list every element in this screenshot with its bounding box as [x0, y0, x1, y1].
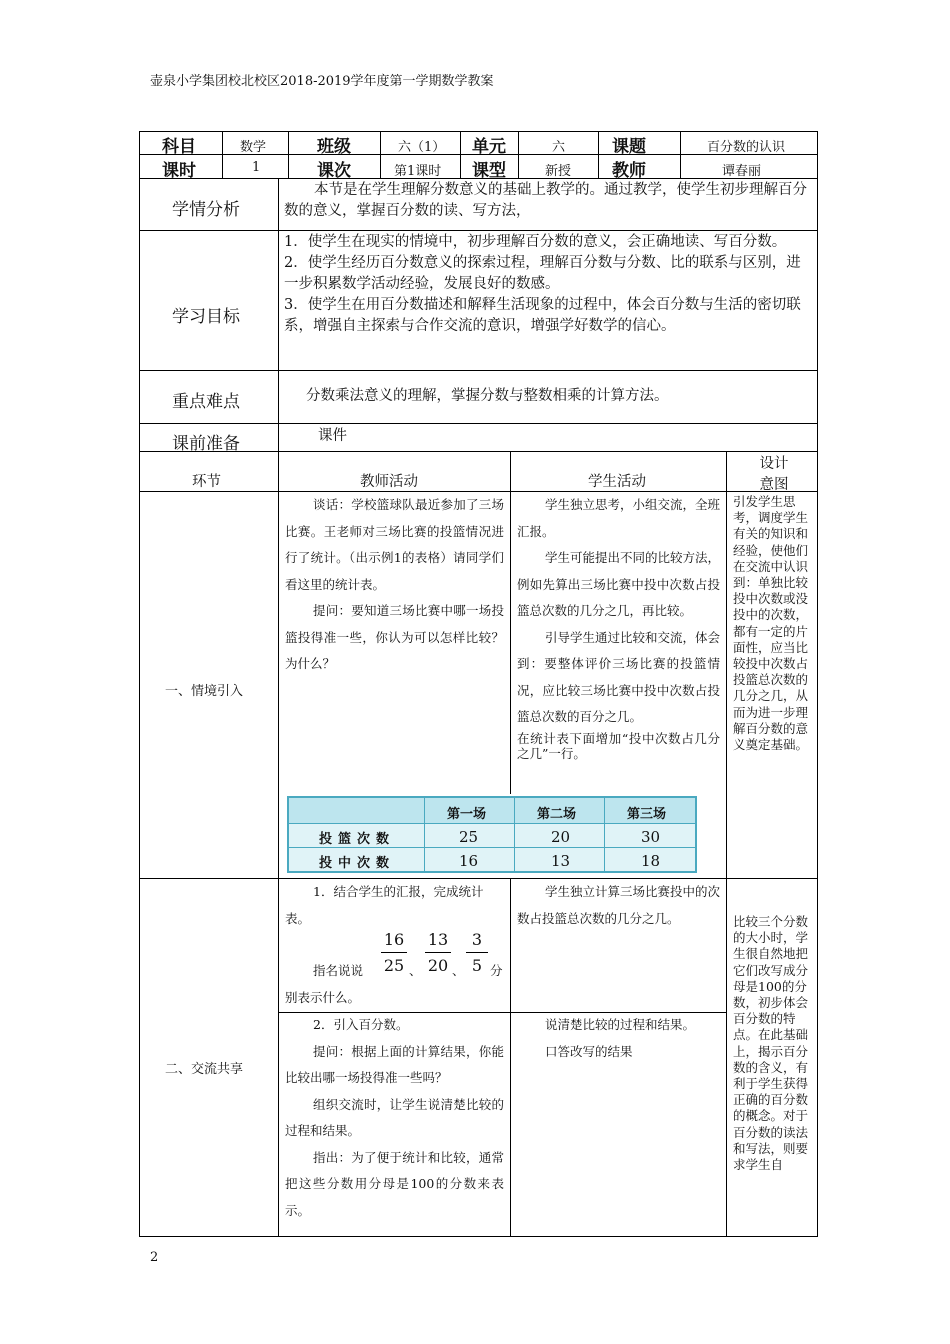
stats-cell: 25: [459, 828, 479, 846]
stage1-student: 学生独立思考，小组交流，全班汇报。 学生可能提出不同的比较方法，例如先算出三场比赛中投中次数占投篮总次数的几分之几，再比较。 引导学生通过比较和交流，体会到：要整体评价三场比赛的投篮情况，应比较三场比赛中投中次数占投篮总次数的百分之几。 在统计表下面增加“投中次数占几分之几”一行。: [517, 497, 721, 761]
col-student: 学生活动: [588, 474, 646, 490]
stage2-student1: 学生独立计算三场比赛投中的次数占投篮总次数的几分之几。: [517, 884, 721, 926]
stats-cell: 20: [551, 828, 571, 846]
goals-list: [284, 232, 812, 337]
topic-label: 课题: [612, 137, 646, 157]
stats-table: [287, 796, 697, 873]
stats-cell: 13: [551, 852, 571, 870]
key-text: 分数乘法意义的理解，掌握分数与整数相乘的计算方法。: [306, 388, 669, 404]
stats-header: 第三场: [627, 807, 667, 822]
stage2-name: 二、交流共享: [165, 1062, 244, 1077]
stats-header: 第一场: [447, 807, 487, 822]
stage2-student2: 说清楚比较的过程和结果。 口答改写的结果: [545, 1017, 696, 1059]
fraction-2: 13 20: [425, 930, 451, 975]
subject-value: 数学: [240, 140, 267, 155]
page-number: 2: [150, 1250, 159, 1265]
hours-value: 1: [252, 160, 261, 175]
topic-value: 百分数的认识: [707, 140, 786, 155]
goals-label: 学习目标: [172, 307, 240, 327]
teacher-value: 谭春丽: [722, 164, 762, 179]
stats-row-label: 投中次数: [319, 856, 396, 871]
class-value: 六（1）: [398, 140, 446, 155]
stage2-teacher1-b-post: 分别表示什么。: [285, 963, 503, 1005]
stage2-intent: 比较三个分数的大小时，学生很自然地把它们改写成分母是100的分数，初步体会百分数的特点。在此基础上，揭示百分数的含义，有利于学生获得正确的百分数的概念。对于百分数的读法和写法，则要求学生自: [733, 914, 809, 1173]
col-intent: 设计意图: [759, 456, 789, 493]
goal-item: 3．使学生在用百分数描述和解释生活现象的过程中，体会百分数与生活的密切联系，增强自主探索与合作交流的意识，增强学好数学的信心。: [284, 297, 801, 334]
col-teacher: 教师活动: [360, 474, 418, 490]
session-label: 课次: [317, 161, 351, 181]
fraction-separator: 、: [452, 963, 465, 978]
prep-label: 课前准备: [172, 434, 240, 454]
stats-cell: 18: [641, 852, 661, 870]
col-stage: 环节: [192, 474, 221, 490]
stage2-teacher2: 2．引入百分数。 提问：根据上面的计算结果，你能比较出哪一场投得准一些吗？ 组织交流时，让学生说清楚比较的过程和结果。 指出：为了便于统计和比较，通常把这些分数用分母是100的分数来表示。: [285, 1017, 504, 1218]
fraction-3: 3 5: [466, 930, 488, 975]
stage1-intent: 引发学生思考，调度学生有关的知识和经验，使他们在交流中认识到：单独比较投中次数或没投中的次数，都有一定的片面性，应当比较投中次数占投篮总次数的几分之几，从而为进一步理解百分数的意义奠定基础。: [733, 494, 809, 753]
analysis-text: 本节是在学生理解分数意义的基础上教学的。通过教学，使学生初步理解百分数的意义，掌握百分数的读、写方法，: [284, 182, 807, 219]
prep-text: 课件: [318, 428, 347, 444]
fraction-separator: 、: [409, 963, 422, 978]
stats-cell: 16: [459, 852, 479, 870]
type-value: 新授: [545, 164, 572, 179]
stage2-teacher1-b-pre: 指名说说: [313, 963, 364, 978]
type-label: 课型: [472, 161, 506, 181]
goal-item: 1．使学生在现实的情境中，初步理解百分数的意义，会正确地读、写百分数。: [284, 234, 787, 250]
stage1-teacher: 谈话：学校篮球队最近参加了三场比赛。王老师对三场比赛的投篮情况进行了统计。（出示例1的表格）请同学们看这里的统计表。 提问：要知道三场比赛中哪一场投篮投得准一些，你认为可以怎样比较？为什么？: [285, 497, 504, 671]
document-header: 壶泉小学集团校北校区2018-2019学年度第一学期数学教案: [150, 74, 494, 89]
session-value: 第1课时: [394, 164, 442, 179]
subject-label: 科目: [162, 137, 196, 157]
fraction-1: 16 25: [381, 930, 407, 975]
teacher-label: 教师: [612, 161, 646, 181]
stats-header: 第二场: [537, 807, 577, 822]
stats-cell: 30: [641, 828, 661, 846]
hours-label: 课时: [162, 161, 196, 181]
unit-value: 六: [552, 140, 566, 155]
stage1-name: 一、情境引入: [165, 684, 244, 699]
goal-item: 2．使学生经历百分数意义的探索过程，理解百分数与分数、比的联系与区别，进一步积累数学活动经验，发展良好的数感。: [284, 255, 801, 292]
key-label: 重点难点: [172, 392, 240, 412]
stage2-teacher1-a: 1．结合学生的汇报，完成统计表。: [285, 884, 484, 926]
class-label: 班级: [317, 137, 351, 157]
unit-label: 单元: [472, 137, 506, 157]
stats-row-label: 投篮次数: [319, 832, 396, 847]
analysis-label: 学情分析: [172, 200, 240, 220]
